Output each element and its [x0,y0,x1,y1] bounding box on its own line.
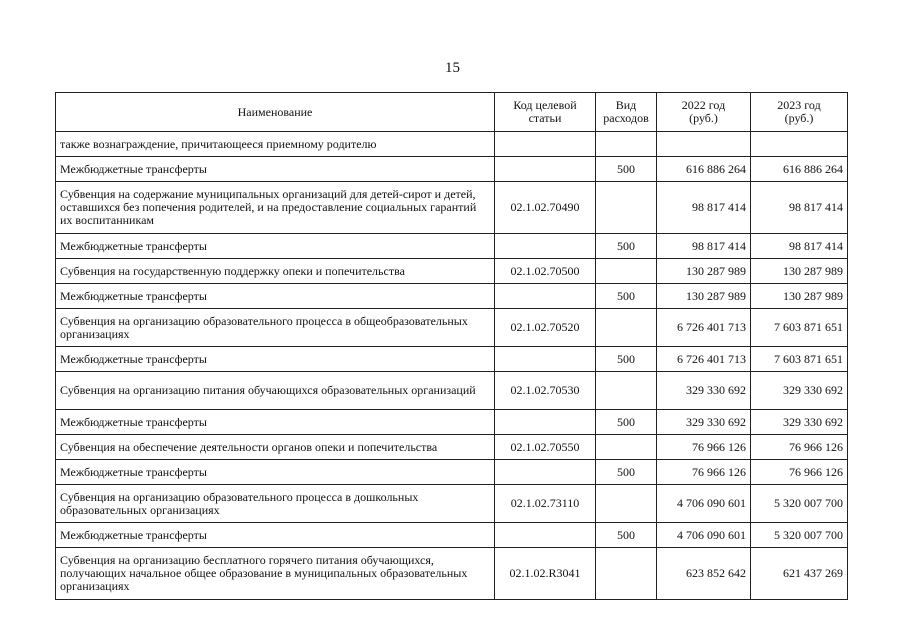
row-name: Межбюджетные трансферты [56,410,495,435]
row-2023: 329 330 692 [751,372,848,410]
row-2022: 98 817 414 [657,234,751,259]
row-2023: 76 966 126 [751,460,848,485]
header-name [56,93,495,132]
header-2022-line2: (руб.) [689,111,718,125]
row-code: 02.1.02.R3041 [495,548,596,600]
row-2023: 98 817 414 [751,234,848,259]
row-2023 [751,132,848,157]
row-2023: 329 330 692 [751,410,848,435]
header-2022 [657,93,751,132]
row-2023: 621 437 269 [751,548,848,600]
row-type: 500 [596,157,657,182]
row-code: 02.1.02.70550 [495,435,596,460]
row-code [495,157,596,182]
row-name: Межбюджетные трансферты [56,234,495,259]
header-type-line1: Вид [615,98,637,112]
header-type-line2: расходов [603,111,649,125]
row-type [596,435,657,460]
table-row [56,372,848,410]
table-body [56,132,848,600]
row-name: Субвенция на организацию бесплатного горячего питания обучающихся, получающих начальное общее образование в муниципальных образовательных организациях [56,548,495,600]
row-type: 500 [596,234,657,259]
row-2023: 130 287 989 [751,259,848,284]
table-row [56,460,848,485]
row-type: 500 [596,410,657,435]
row-code [495,284,596,309]
row-name: Субвенция на содержание муниципальных организаций для детей-сирот и детей, оставшихся без попечения родителей, и на предоставление социальных гарантий их воспитанникам [56,182,495,234]
row-code: 02.1.02.73110 [495,485,596,523]
row-name: Межбюджетные трансферты [56,460,495,485]
row-name: Межбюджетные трансферты [56,347,495,372]
row-2023: 130 287 989 [751,284,848,309]
row-code [495,460,596,485]
table-row [56,284,848,309]
table-row [56,259,848,284]
header-row [56,93,848,132]
header-2023-line1: 2023 год [777,98,821,112]
row-name: также вознаграждение, причитающееся приемному родителю [56,132,495,157]
table-row [56,132,848,157]
row-2022 [657,132,751,157]
row-name: Субвенция на организацию питания обучающихся образовательных организаций [56,372,495,410]
row-code [495,523,596,548]
header-type [596,93,657,132]
row-type: 500 [596,284,657,309]
row-type [596,372,657,410]
table-row [56,523,848,548]
row-2023: 76 966 126 [751,435,848,460]
row-2023: 98 817 414 [751,182,848,234]
row-name: Межбюджетные трансферты [56,284,495,309]
header-code [495,93,596,132]
row-2023: 5 320 007 700 [751,523,848,548]
row-name: Субвенция на организацию образовательного процесса в общеобразовательных организациях [56,309,495,347]
row-2023: 7 603 871 651 [751,309,848,347]
row-name: Межбюджетные трансферты [56,523,495,548]
row-name: Субвенция на организацию образовательного процесса в дошкольных образовательных организациях [56,485,495,523]
row-type: 500 [596,460,657,485]
row-2022: 6 726 401 713 [657,347,751,372]
row-2022: 329 330 692 [657,410,751,435]
page-number: 15 [445,60,460,76]
row-name: Субвенция на государственную поддержку опеки и попечительства [56,259,495,284]
row-2022: 616 886 264 [657,157,751,182]
row-type [596,259,657,284]
row-2022: 4 706 090 601 [657,523,751,548]
table-row [56,410,848,435]
row-2022: 130 287 989 [657,284,751,309]
row-code [495,132,596,157]
row-2022: 76 966 126 [657,435,751,460]
row-code: 02.1.02.70530 [495,372,596,410]
row-type: 500 [596,523,657,548]
header-name-label: Наименование [237,104,313,119]
table-row [56,485,848,523]
row-2022: 329 330 692 [657,372,751,410]
table-row [56,157,848,182]
row-code [495,234,596,259]
row-code: 02.1.02.70500 [495,259,596,284]
budget-table [55,92,848,600]
row-code [495,347,596,372]
row-type [596,132,657,157]
row-name: Межбюджетные трансферты [56,157,495,182]
row-2023: 7 603 871 651 [751,347,848,372]
row-2022: 98 817 414 [657,182,751,234]
header-code-line1: Код целевой [513,98,577,112]
row-2022: 130 287 989 [657,259,751,284]
row-type [596,182,657,234]
row-name: Субвенция на обеспечение деятельности органов опеки и попечительства [56,435,495,460]
row-2023: 5 320 007 700 [751,485,848,523]
header-2023-line2: (руб.) [784,111,814,125]
table-row [56,347,848,372]
table-row [56,309,848,347]
row-type: 500 [596,347,657,372]
row-2022: 6 726 401 713 [657,309,751,347]
table-header [56,93,848,132]
row-2022: 76 966 126 [657,460,751,485]
row-code [495,410,596,435]
row-2022: 623 852 642 [657,548,751,600]
table-row [56,234,848,259]
row-2023: 616 886 264 [751,157,848,182]
row-type [596,548,657,600]
row-code: 02.1.02.70520 [495,309,596,347]
table-row [56,548,848,600]
row-type [596,309,657,347]
row-code: 02.1.02.70490 [495,182,596,234]
table-row [56,435,848,460]
table-row [56,182,848,234]
row-2022: 4 706 090 601 [657,485,751,523]
row-type [596,485,657,523]
header-code-line2: статьи [528,111,562,125]
header-2023 [751,93,848,132]
header-2022-line1: 2022 год [681,98,726,112]
